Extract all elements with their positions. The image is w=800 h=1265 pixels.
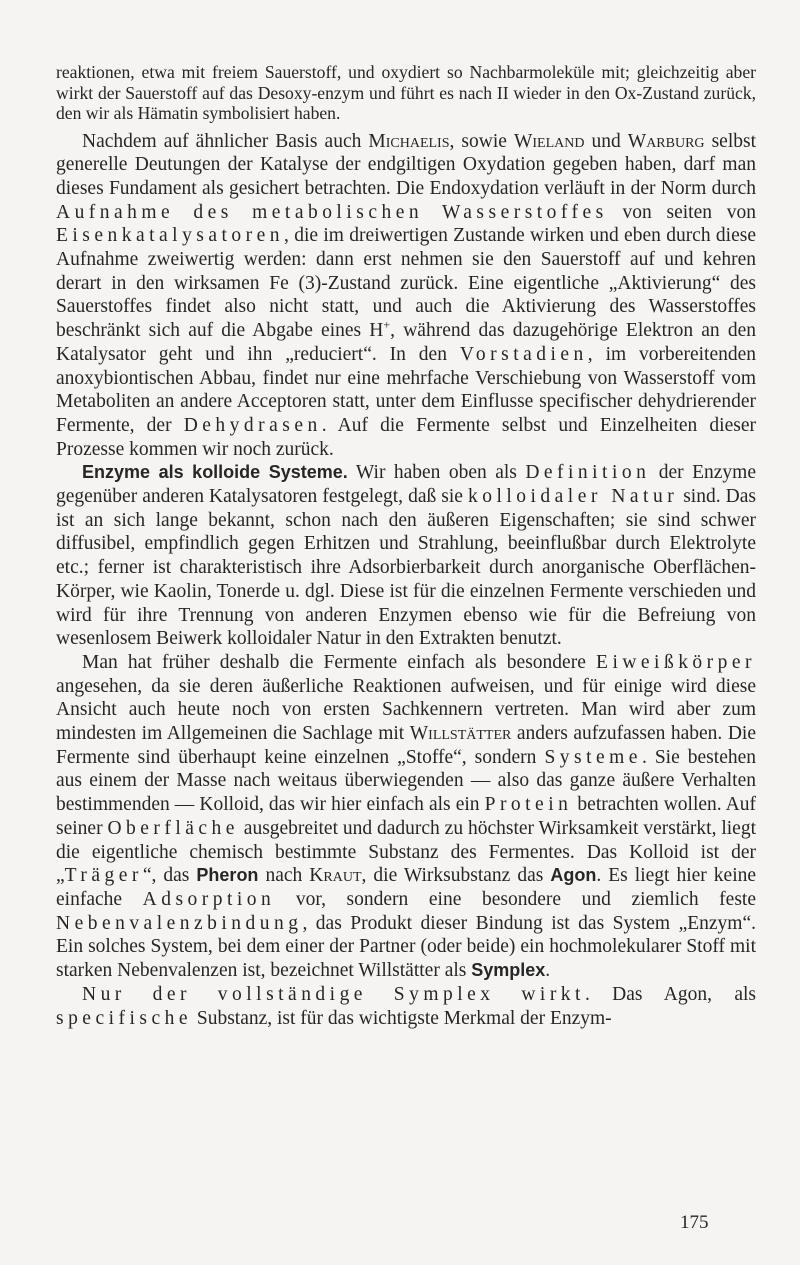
author-name: Wieland: [513, 130, 585, 152]
emphasis-spaced: Aufnahme des metabolischen Wasserstoffes: [56, 201, 608, 223]
text-span: Nachdem auf ähnlicher Basis auch: [82, 130, 369, 152]
text-span: sind. Das ist an sich lange bekannt, schon nach den äußeren Eigenschaften; sie sind schwer diffusibel, empfindlich gegen Erhitzen und Strahlung, beeinflußbar durch Elektrolyte etc.; ferner ist charakteristisch ihre Adsorbierbarkeit durch anorganische Oberflächen-Körper, wie Kaolin, Tonerde u. dgl. Diese ist für die einzelnen Fermente verschieden und wird für ihre Trennung von anderen Enzymen ebenso wie für die Befreiung von wesenlosem Beiwerk kolloidaler Natur in den Extrakten benutzt.: [56, 486, 756, 650]
paragraph-fermente-systeme: [56, 651, 756, 983]
text-span: , sowie: [449, 130, 514, 152]
emphasis-spaced: Nur der vollständige Symplex wirkt: [82, 983, 585, 1005]
author-name: Michaelis: [368, 130, 450, 152]
text-span: , die Wirksubstanz das: [361, 865, 551, 887]
emphasis-spaced: Nebenvalenzbindung: [56, 912, 303, 934]
page-number: 175: [680, 1212, 709, 1233]
term-bold: Pheron: [196, 865, 259, 886]
emphasis-spaced: kolloidaler Natur: [468, 486, 679, 508]
text-span: nach: [258, 865, 310, 887]
text-span: “, das: [142, 865, 197, 887]
text-span: .: [545, 960, 551, 982]
text-span: ausgebreitet und dadurch zu höchster Wirksamkeit verstärkt, liegt die eigentliche chemisch bestimmte Substanz des Fermentes. Das Kolloid ist der „: [56, 817, 756, 887]
emphasis-spaced: Träger: [64, 865, 143, 887]
text-span: Substanz, ist für das wichtigste Merkmal der Enzym-: [191, 1007, 612, 1029]
text-span: , die im dreiwertigen Zustande wirken und eben durch diese Aufnahme zweiwertig werden: dann erst nehmen sie den Sauerstoff auf und kehren derart in den wirksamen Fe (3)-Zustand zurück. Eine eigentliche „Aktivierung“ des Sauerstoffes findet also nicht statt, und auch die Aktivierung des Wasserstoffes beschränkt sich auf die Abgabe eines H: [56, 225, 756, 342]
text-span: vor, sondern eine besondere und ziemlich feste: [275, 889, 756, 910]
superscript: +: [383, 317, 391, 332]
text-span: Man hat früher deshalb die Fermente einfach als besondere: [82, 651, 597, 673]
emphasis-spaced: Definition: [525, 462, 651, 484]
author-name: Warburg: [627, 130, 705, 152]
author-name: Kraut: [309, 865, 362, 887]
text-span: . Es liegt hier keine einfache: [56, 865, 757, 910]
text-span: angesehen, da sie deren äußerliche Reaktionen aufweisen, und für einige wird diese Ansicht auch heute noch von ersten Sachkennern vertreten. Man wird aber zum mindesten im Allgemeinen die Sachlage mit: [56, 675, 756, 745]
emphasis-spaced: Systeme: [544, 746, 642, 768]
emphasis-spaced: Oberfläche: [107, 817, 239, 839]
paragraph-endoxydation: [56, 130, 756, 462]
section-heading: Enzyme als kolloide Systeme.: [82, 462, 348, 483]
emphasis-spaced: Protein: [484, 794, 573, 816]
text-span: betrachten wollen. Auf seiner: [56, 794, 756, 839]
text-span: und: [584, 130, 628, 152]
text-span: anders aufzufassen haben. Die Fermente sind überhaupt keine einzelnen „Stoffe“, sondern: [56, 723, 756, 768]
document-page: [56, 62, 756, 1030]
text-span: , das Produkt dieser Bindung ist das System „Enzym“. Ein solches System, bei dem einer der Partner (oder beide) ein hochmolekularer Stoff mit starken Nebenvalenzen ist, bezeichnet Willstätter als: [56, 912, 756, 982]
text-span: von seiten von: [607, 201, 757, 223]
emphasis-spaced: Dehydrasen: [183, 414, 322, 436]
text-span: Wir haben oben als: [347, 462, 526, 484]
text-span: der Enzyme gegenüber anderen Katalysatoren festgelegt, daß sie: [56, 462, 756, 508]
text-span: . Sie bestehen aus einem der Masse nach weitaus überwiegenden — also das ganze äußere Verhalten bestimmenden — Kolloid, das wir hier einfach als ein: [56, 746, 757, 816]
text-span: . Auf die Fermente selbst und Einzelheiten dieser Prozesse kommen wir noch zurück.: [56, 414, 756, 460]
emphasis-spaced: Eiweißkörper: [596, 651, 756, 673]
term-bold: Agon: [550, 865, 597, 886]
paragraph-reaktionen: [56, 62, 756, 124]
emphasis-spaced: specifische: [56, 1007, 192, 1029]
text-span: reaktionen, etwa mit freiem Sauerstoff, und oxydiert so Nachbarmoleküle mit; gleichzeitig aber wirkt der Sauerstoff auf das Desoxy-enzym und führt es nach II wieder in den Ox-Zustand zurück, den wir als Hämatin symbolisiert haben.: [56, 62, 756, 123]
text-span: . Das Agon, als: [584, 983, 757, 1005]
paragraph-symplex: [56, 983, 756, 1030]
emphasis-spaced: Vorstadien: [459, 343, 588, 365]
emphasis-spaced: Eisenkatalysatoren: [56, 225, 285, 247]
text-span: selbst generelle Deutungen der Katalyse der endgiltigen Oxydation gegeben haben, darf man dieses Fundament als gesichert betrachten. Die Endoxydation verläuft in der Norm durch: [56, 130, 756, 199]
paragraph-enzyme-kolloide: [56, 461, 756, 651]
emphasis-spaced: Adsorption: [142, 889, 276, 910]
author-name: Willstätter: [409, 723, 512, 745]
text-span: , während das dazugehörige Elektron an den Katalysator geht und ihn „reduciert“. In den: [56, 320, 756, 365]
term-bold: Symplex: [471, 960, 546, 981]
text-span: , im vorbereitenden anoxybiontischen Abbau, findet nur eine mehrfache Verschiebung von Wasserstoff vom Metaboliten an andere Acceptoren statt, unter dem Einflusse specifischer dehydrierender Fermente, der: [56, 343, 757, 436]
